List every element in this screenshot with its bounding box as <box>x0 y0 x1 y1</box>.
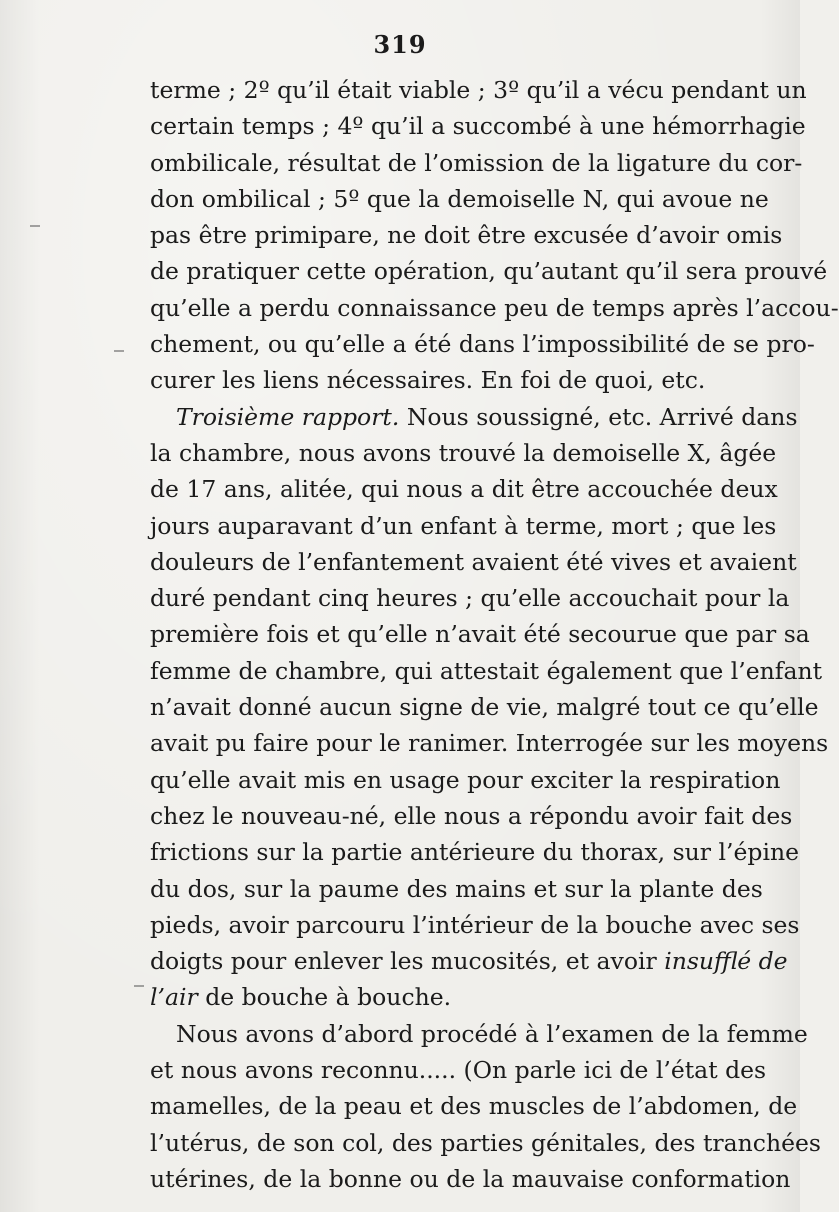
text-line: du dos, sur la paume des mains et sur la plante des <box>150 874 763 903</box>
text-line: femme de chambre, qui attestait également que l’enfant <box>150 656 823 685</box>
margin-tick-mark <box>114 350 124 352</box>
text-line: qu’elle a perdu connaissance peu de temps après l’accou- <box>150 293 839 322</box>
text-line: de 17 ans, alitée, qui nous a dit être accouchée deux <box>150 475 778 504</box>
paragraph-start-line: Troisième rapport. Nous soussigné, etc. Arrivé dans <box>176 402 798 431</box>
text-line: chement, ou qu’elle a été dans l’impossibilité de se pro- <box>150 330 815 359</box>
text-line: doigts pour enlever les mucosités, et avoir insufflé de <box>150 947 788 976</box>
text-line: de pratiquer cette opération, qu’autant qu’il sera prouvé <box>150 257 828 286</box>
text-line: chez le nouveau-né, elle nous a répondu avoir fait des <box>150 801 793 830</box>
text-line: terme ; 2º qu’il était viable ; 3º qu’il a vécu pendant un <box>150 76 807 104</box>
text-line: curer les liens nécessaires. En foi de quoi, etc. <box>150 366 706 395</box>
text-line: et nous avons reconnu..... (On parle ici de l’état des <box>150 1056 767 1085</box>
text-line: avait pu faire pour le ranimer. Interrogée sur les moyens <box>150 729 829 758</box>
text-line: don ombilical ; 5º que la demoiselle N, qui avoue ne <box>150 184 769 213</box>
text-line: utérines, de la bonne ou de la mauvaise conformation <box>150 1164 791 1193</box>
text-line: jours auparavant d’un enfant à terme, mort ; que les <box>150 511 777 540</box>
text-line: l’air de bouche à bouche. <box>150 983 452 1012</box>
paragraph-start-line: Nous avons d’abord procédé à l’examen de la femme <box>176 1019 808 1048</box>
text-line: la chambre, nous avons trouvé la demoiselle X, âgée <box>150 438 777 467</box>
margin-tick-mark <box>30 225 40 227</box>
text-line: certain temps ; 4º qu’il a succombé à une hémorrhagie <box>150 112 806 141</box>
text-line: duré pendant cinq heures ; qu’elle accouchait pour la <box>150 584 790 613</box>
text-line: douleurs de l’enfantement avaient été vives et avaient <box>150 547 797 576</box>
body-text <box>150 72 839 1197</box>
text-line: pas être primipare, ne doit être excusée d’avoir omis <box>150 221 783 250</box>
text-line: ombilicale, résultat de l’omission de la ligature du cor- <box>150 148 803 177</box>
text-line: frictions sur la partie antérieure du thorax, sur l’épine <box>150 838 800 867</box>
page-number: 319 <box>373 30 427 59</box>
margin-tick-mark <box>134 985 144 987</box>
text-line: pieds, avoir parcouru l’intérieur de la bouche avec ses <box>150 910 800 939</box>
italic-phrase: l’air <box>150 983 198 1012</box>
text-line: première fois et qu’elle n’avait été secourue que par sa <box>150 620 810 649</box>
italic-phrase: insufflé de <box>664 947 788 976</box>
text-line: n’avait donné aucun signe de vie, malgré tout ce qu’elle <box>150 693 819 722</box>
italic-heading: Troisième rapport. <box>176 402 400 431</box>
text-line: l’utérus, de son col, des parties génitales, des tranchées <box>150 1128 821 1157</box>
text-line: qu’elle avait mis en usage pour exciter la respiration <box>150 765 781 794</box>
text-line: mamelles, de la peau et des muscles de l’abdomen, de <box>150 1092 798 1121</box>
